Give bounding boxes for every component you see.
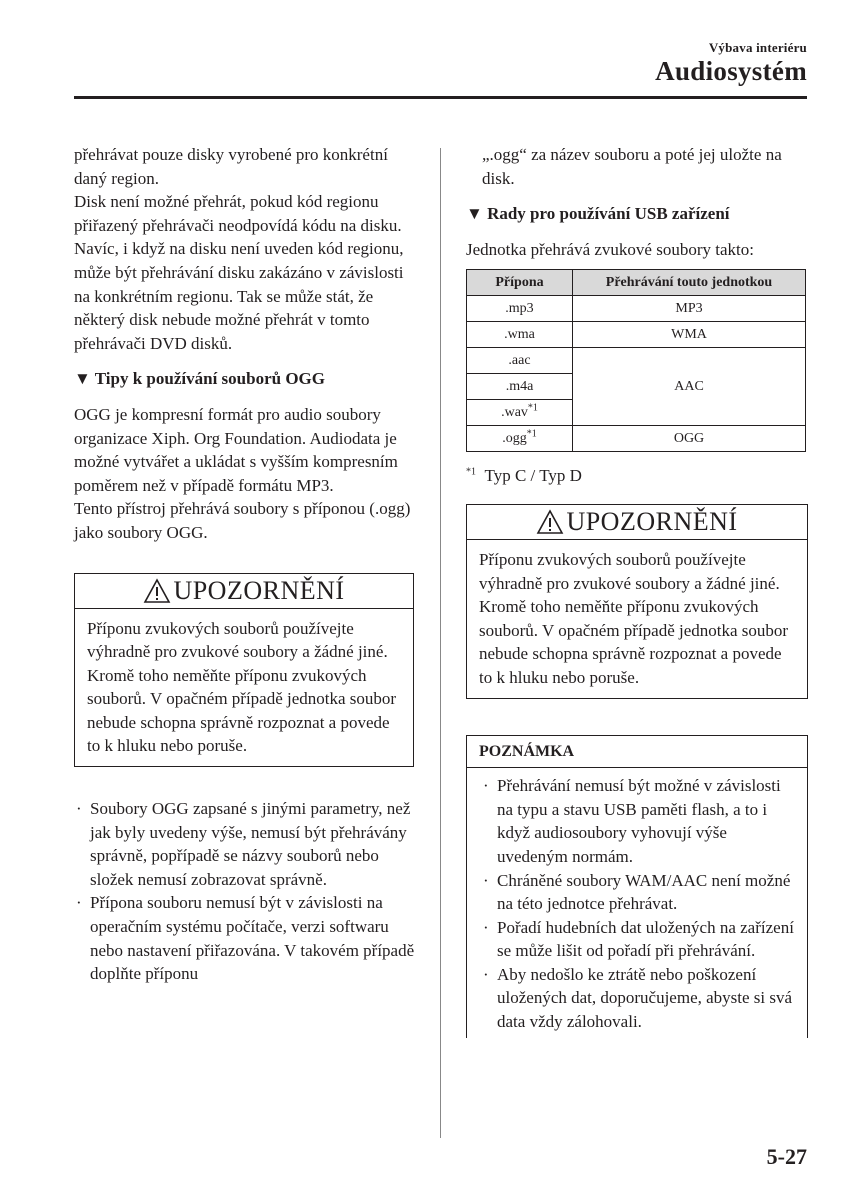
paragraph: Jednotka přehrává zvukové soubory takto: bbox=[466, 239, 754, 259]
bullet-glyph: · bbox=[483, 776, 489, 796]
footnote-mark: *1 bbox=[466, 466, 476, 478]
note-title: POZNÁMKA bbox=[467, 736, 807, 769]
usb-heading: ▼ Rady pro používání USB zařízení bbox=[466, 204, 730, 224]
caution-body: Příponu zvukových souborů používejte výhradně pro zvukové soubory a žádné jiné. Kromě toho neměňte příponu zvukových souborů. V opačném případě jednotka soubor nebude schopna správně rozpoznat a povede to k hluku nebo poruše. bbox=[87, 618, 397, 756]
table-cell: OGG bbox=[573, 426, 806, 452]
paragraph: Disk není možné přehrát, pokud kód regionu přiřazený přehrávači neodpovídá kódu na disku. bbox=[74, 192, 402, 235]
table-cell: .wav$^{*1}$ bbox=[467, 400, 573, 426]
table-cell: WMA bbox=[573, 322, 806, 348]
caution-box bbox=[466, 504, 808, 699]
table-cell: .m4a bbox=[467, 374, 573, 400]
paragraph: „.ogg“ za název souboru a poté jej uložte na disk. bbox=[482, 145, 782, 188]
note-list bbox=[467, 768, 807, 1038]
bullet-glyph: · bbox=[483, 917, 489, 937]
caution-title-text: UPOZORNĚNÍ bbox=[173, 575, 345, 605]
list-item: · Aby nedošlo ke ztrátě nebo poškození uložených dat, doporučujeme, abyste si svá data vždy zálohovali. bbox=[483, 964, 793, 1032]
table-cell: .ogg$^{*1}$ bbox=[467, 426, 573, 452]
caution-title-text: UPOZORNĚNÍ bbox=[566, 507, 738, 537]
page-title: Audiosystém bbox=[655, 56, 807, 86]
right-column bbox=[466, 143, 808, 1038]
footnote-ref: *1 bbox=[527, 402, 538, 414]
caution-body: Příponu zvukových souborů používejte výhradně pro zvukové soubory a žádné jiné. Kromě toho neměňte příponu zvukových souborů. V opačném případě jednotka soubor nebude schopna správně rozpoznat a povede to k hluku nebo poruše. bbox=[479, 549, 789, 687]
caution-title bbox=[467, 505, 807, 540]
ogg-bullet-list bbox=[74, 797, 419, 986]
paragraph: Navíc, i když na disku není uveden kód regionu, může být přehrávání disku zakázáno v závislosti na konkrétním regionu. Tak se může stát, že některý disk nebude možné přehrát v tomto přehrávači DVD disků. bbox=[74, 239, 404, 353]
caution-title bbox=[75, 574, 413, 609]
file-format-table bbox=[466, 269, 806, 452]
table-cell: .aac bbox=[467, 348, 573, 374]
table-cell: AAC bbox=[573, 348, 806, 426]
header-section: Výbava interiéru bbox=[708, 40, 807, 55]
warning-triangle-icon bbox=[143, 578, 171, 604]
table-header: Přípona bbox=[467, 270, 573, 296]
paragraph: Tento přístroj přehrává soubory s příponou (.ogg) jako soubory OGG. bbox=[74, 499, 411, 542]
table-header-row bbox=[467, 270, 806, 296]
list-item: · Chráněné soubory WAM/AAC není možné na této jednotce přehrávat. bbox=[483, 870, 791, 914]
table-row bbox=[467, 348, 806, 374]
footnote-ref: *1 bbox=[526, 428, 537, 440]
ogg-heading: ▼ Tipy k používání souborů OGG bbox=[74, 369, 325, 389]
page-number: 5-27 bbox=[766, 1144, 807, 1169]
list-item: · Přípona souboru nemusí být v závislosti na operačním systému počítače, verzi softwaru nebo nastavení přiřazována. V takovém případě doplňte příponu bbox=[76, 893, 415, 984]
caution-box bbox=[74, 573, 414, 768]
table-cell: .wma bbox=[467, 322, 573, 348]
note-box bbox=[466, 735, 808, 1038]
column-divider bbox=[440, 148, 441, 1138]
paragraph: OGG je kompresní formát pro audio soubory organizace Xiph. Org Foundation. Audiodata je možné vytvářet a ukládat s vyšším kompresním poměrem než v případě formátu MP3. bbox=[74, 404, 398, 495]
warning-triangle-icon bbox=[536, 509, 564, 535]
bullet-glyph: · bbox=[483, 870, 489, 890]
table-row bbox=[467, 322, 806, 348]
paragraph: přehrávat pouze disky vyrobené pro konkrétní daný region. bbox=[74, 145, 388, 188]
table-cell: .mp3 bbox=[467, 296, 573, 322]
left-column bbox=[74, 143, 419, 986]
list-item: · Soubory OGG zapsané s jinými parametry, než jak byly uvedeny výše, nemusí být přehrávány správně, popřípadě se názvy souborů nebo složek nemusí zobrazovat správně. bbox=[76, 799, 411, 889]
table-row bbox=[467, 296, 806, 322]
bullet-glyph: · bbox=[76, 799, 82, 819]
list-item: · Přehrávání nemusí být možné v závislosti na typu a stavu USB paměti flash, a to i když audiosoubory vyhovují výše uvedeným normám. bbox=[483, 776, 781, 866]
header-rule bbox=[74, 96, 807, 99]
table-cell: MP3 bbox=[573, 296, 806, 322]
list-item: · Pořadí hudebních dat uložených na zařízení se může lišit od pořadí při přehrávání. bbox=[483, 917, 794, 961]
footnote: $^{*1}$ Typ C / Typ D bbox=[466, 466, 582, 486]
bullet-glyph: · bbox=[483, 964, 489, 984]
table-row bbox=[467, 426, 806, 452]
bullet-glyph: · bbox=[76, 893, 82, 913]
table-header: Přehrávání touto jednotkou bbox=[573, 270, 806, 296]
